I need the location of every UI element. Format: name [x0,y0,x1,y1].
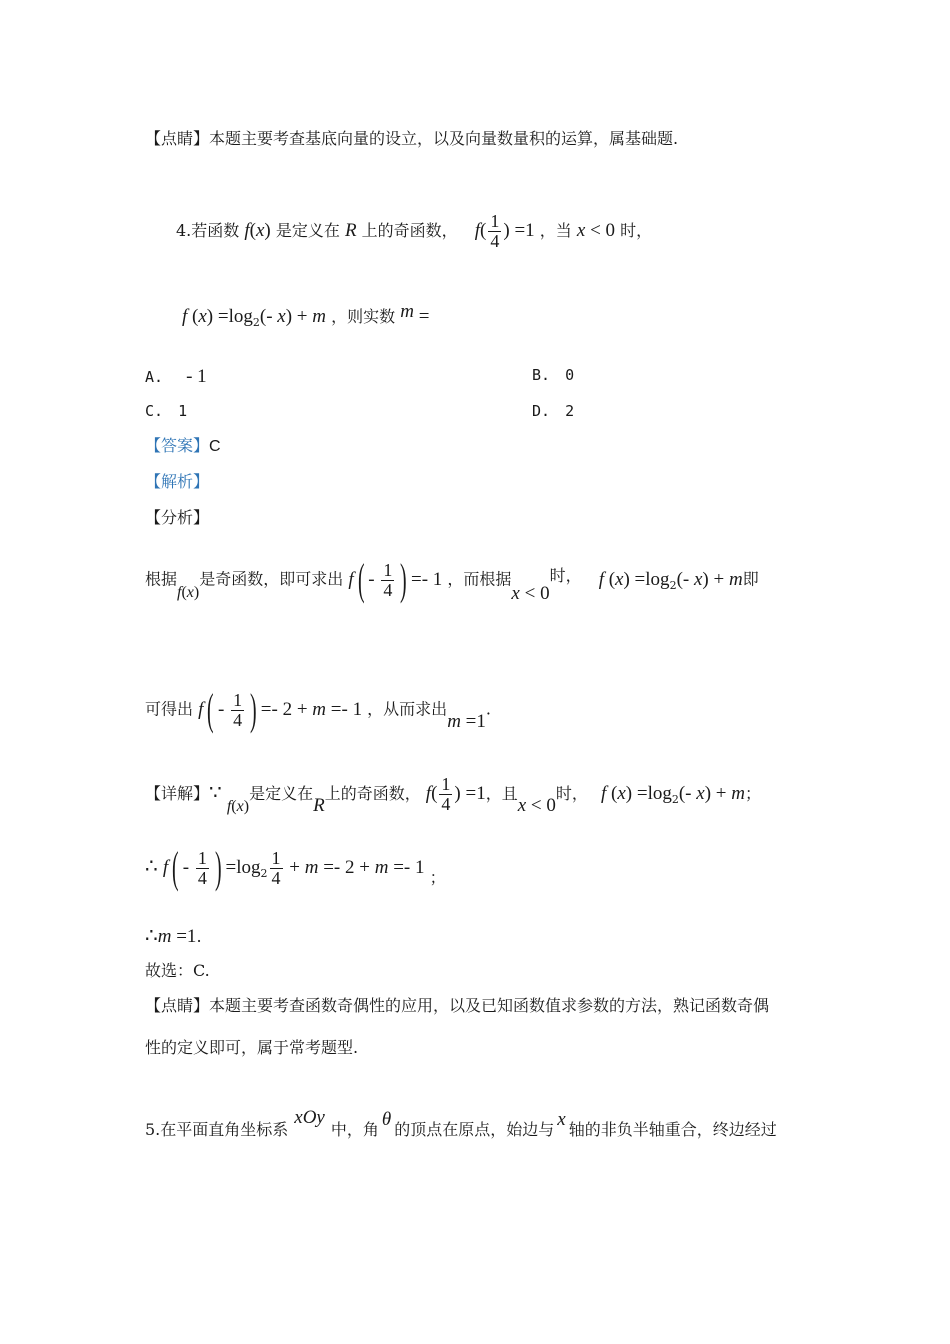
math-fx-log-def: f $(x) =\log_2(-$ x) + m [182,306,326,329]
math-R: R [344,220,357,241]
math-f-neg-quarter-result: f( - $\frac{1}{4}$ ) =- 2 + m =- 1 [198,685,363,734]
question-4-line-1: 4.若函数 f(x) 是定义在 R 上的奇函数， f( $\frac{1}{4}$ ) =1 ，当 x < 0 时， [176,211,653,251]
note-paragraph-2-line-2: 性的定义即可，属于常考题型. [145,1038,359,1057]
option-c[interactable]: C. 1 [145,402,188,420]
math-x-lt-0: x [576,220,586,241]
math-x-axis: x [557,1109,566,1130]
fenxi-tag: 【分析】 [145,508,210,527]
note-text: 本题主要考查基底向量的设立，以及向量数量积的运算，属基础题. [209,129,679,148]
note-paragraph-2-line-1: 【点睛】本题主要考查函数奇偶性的应用，以及已知函数值求参数的方法，熟记函数奇偶 [145,996,770,1015]
math-log-derivation: f( - $\frac{1}{4}$ ) $=\log_2$ $\frac{1}{4}$ + m =- 2 + m =- 1 [162,843,425,892]
question-4-line-2: f $(x) =\log_2(-$ x) + m ，则实数 m = [182,301,430,329]
math-theta: θ [381,1109,392,1130]
analysis-line-2: 可得出 f( - $\frac{1}{4}$ ) =- 2 + m =- 1 ，从而求出m =1. [145,685,491,734]
math-fx: f [244,220,250,241]
math-xOy: xOy [294,1107,325,1128]
choose-line: 故选：C. [145,961,210,980]
math-m: m [400,301,414,322]
note-tag: 【点睛】 [145,996,210,1015]
detail-line-1: 【详解】∵ f(x)是定义在R上的奇函数， f( $\frac{1}{4}$ ) =1，且x < 0时， f $(x) =\log_2(-$ x) + m； [145,774,761,816]
detail-tag: 【详解】 [145,784,210,803]
detail-conclusion: ∴m =1. [145,923,202,947]
note-tag: 【点睛】 [145,129,210,148]
analysis-line-1: 根据f(x)是奇函数，即可求出 f( - $\frac{1}{4}$ ) =- 1 ，而根据x < 0时， f $(x) =\log_2(-$ x) + m即 [145,555,759,604]
answer-line [145,434,221,459]
math-f-neg-quarter-eq-neg1: f( - $\frac{1}{4}$ ) =- 1 [348,555,443,604]
note-paragraph-1 [145,127,678,151]
answer-tag: 【答案】 [145,436,210,455]
math-f-quarter-eq-1: f( $\frac{1}{4}$ ) =1 [474,211,535,251]
answer-value: C [209,438,221,455]
question-5-line-1: 5.在平面直角坐标系xOy中，角 θ 的顶点在原点，始边与 x 轴的非负半轴重合，终边经过 [145,1107,777,1139]
jiexi-tag: 【解析】 [145,472,210,491]
option-b[interactable]: B. 0 [532,366,575,384]
option-d[interactable]: D. 2 [532,402,575,420]
detail-line-2: ∴ f( - $\frac{1}{4}$ ) $=\log_2$ $\frac{1}{4}$ + m =- 2 + m =- 1 ； [145,843,446,892]
option-a[interactable]: A. - 1 [145,366,207,387]
